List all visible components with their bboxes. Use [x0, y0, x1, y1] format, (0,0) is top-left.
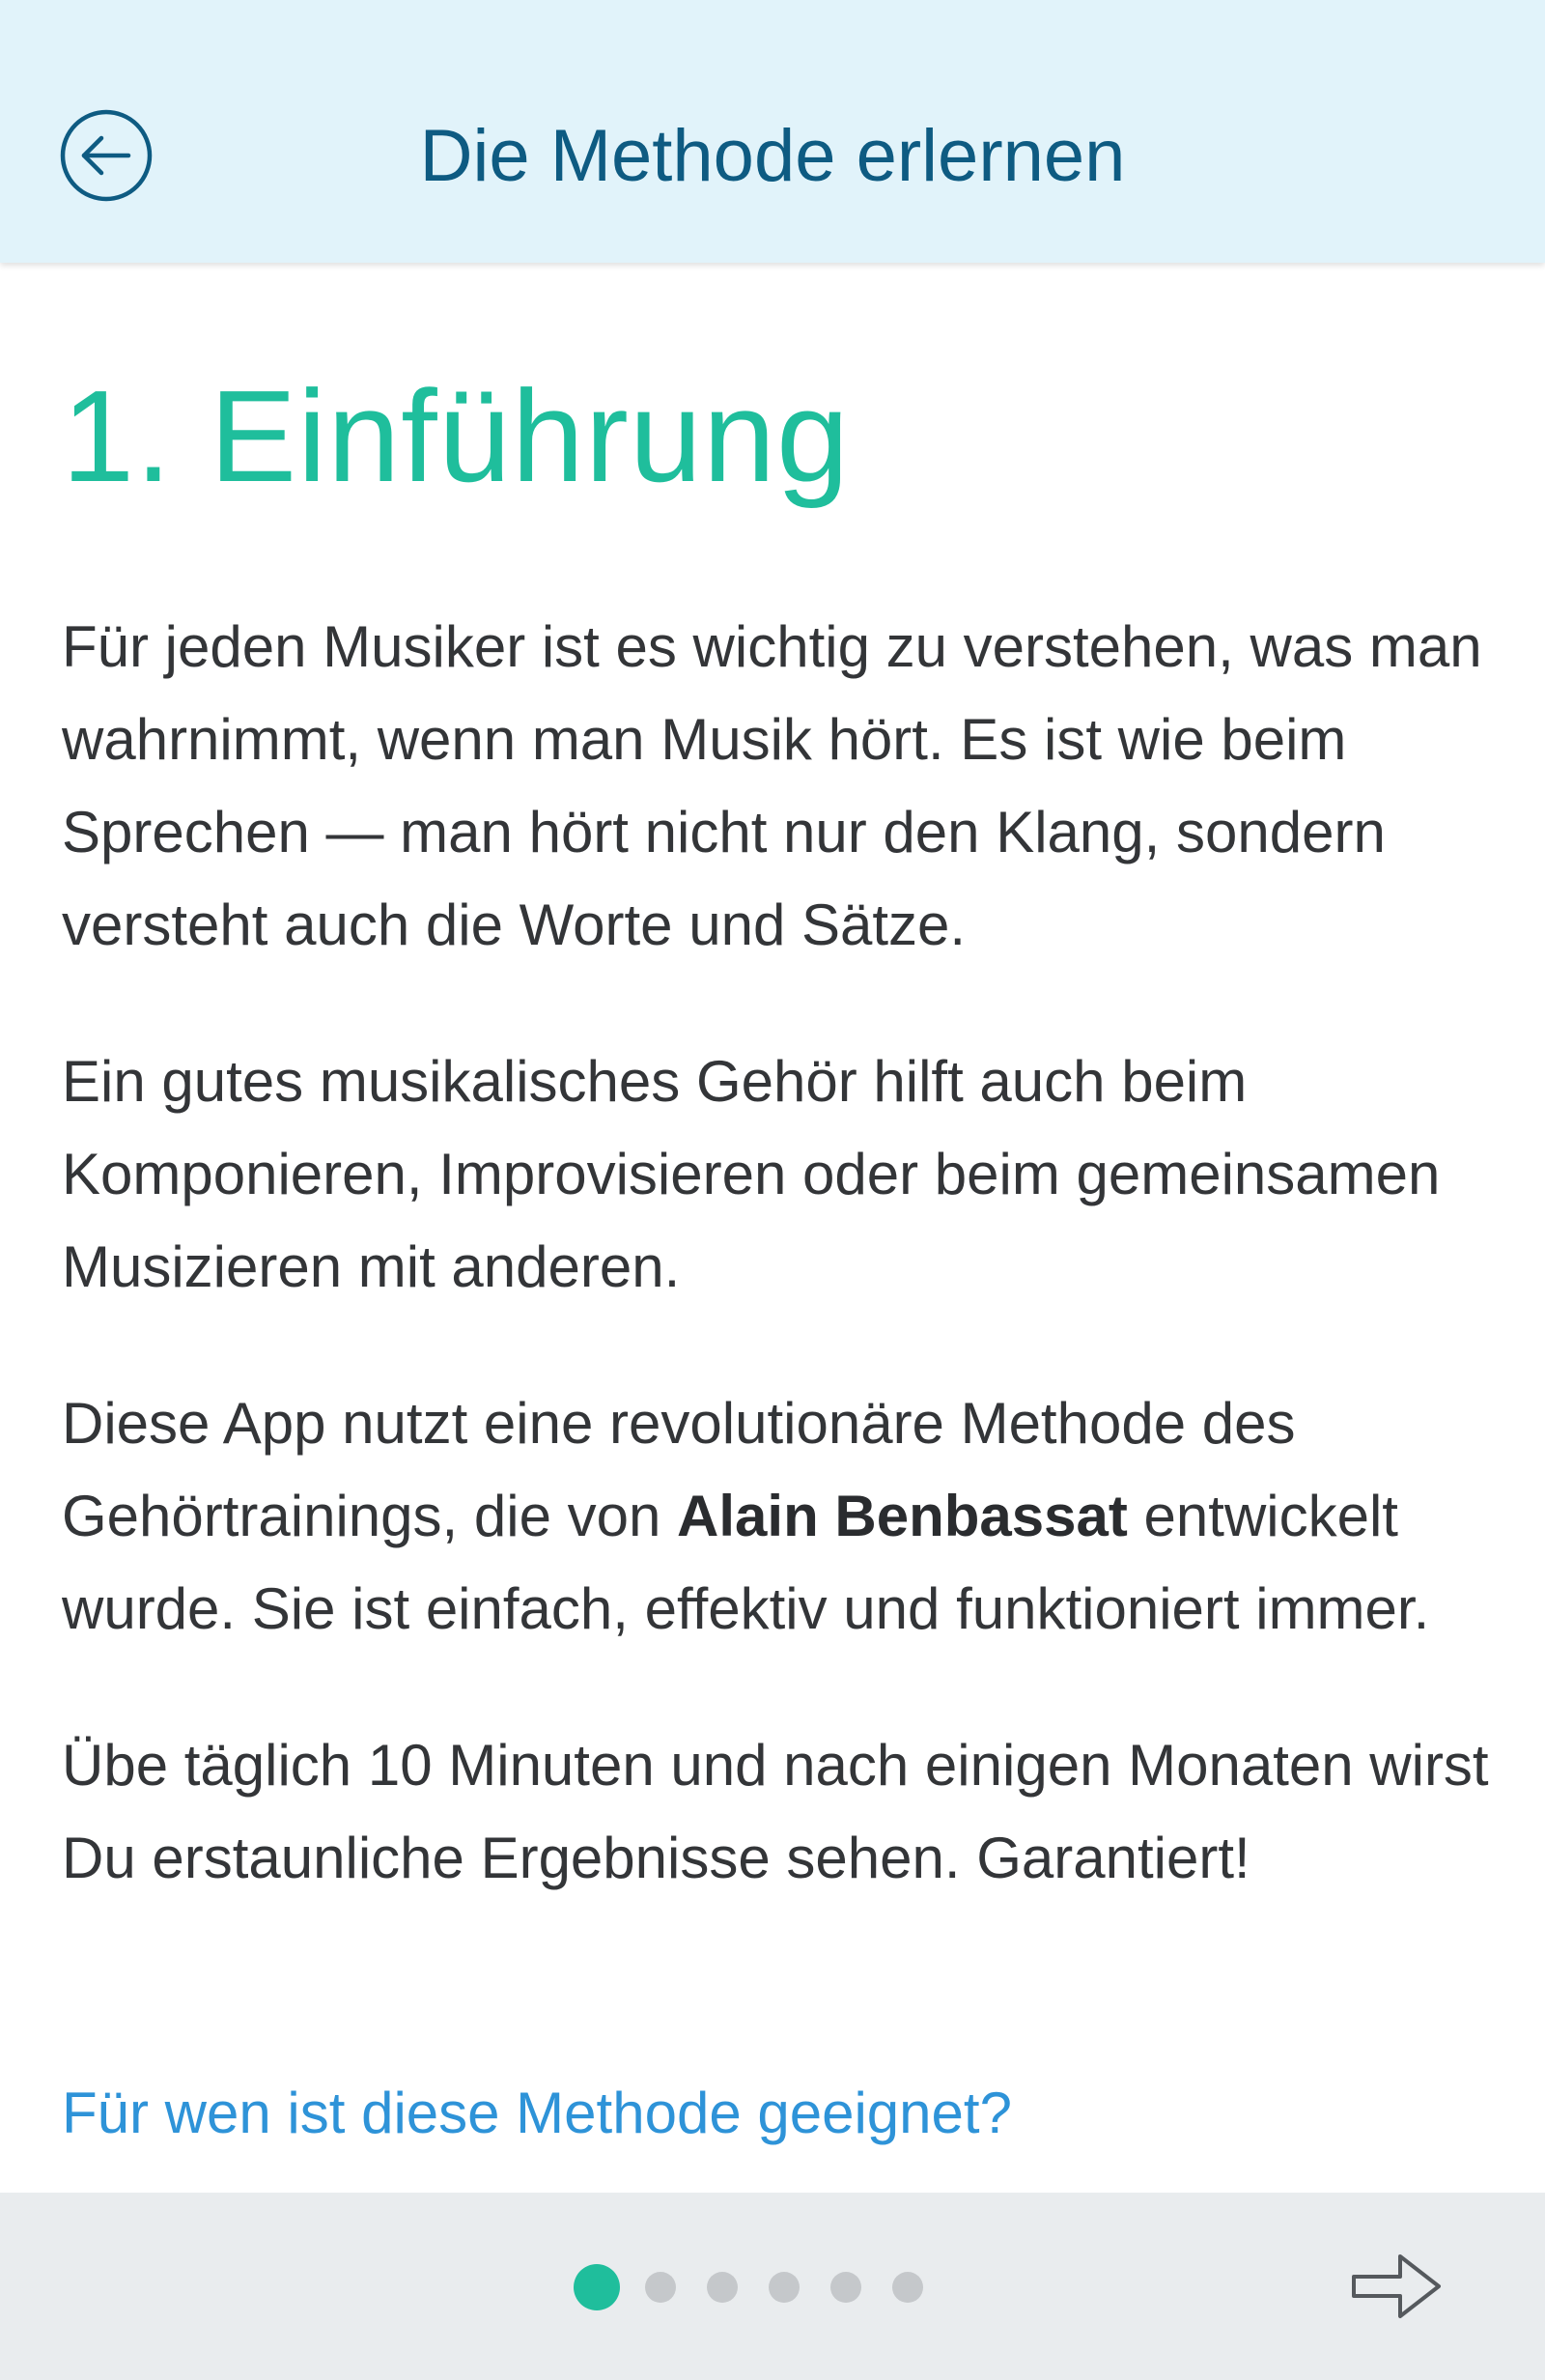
- target-audience-link[interactable]: Für wen ist diese Methode geeignet?: [62, 2081, 1012, 2145]
- paragraph-practice: Übe täglich 10 Minuten und nach einigen Monaten wirst Du erstaunliche Ergebnisse sehen. Garantiert!: [62, 1733, 1489, 1890]
- lesson-content: [0, 263, 1545, 2193]
- page-dot[interactable]: [707, 2272, 738, 2303]
- page-dot[interactable]: [769, 2272, 800, 2303]
- paragraph-method-before: Diese App nutzt eine revolutionäre Methode des Gehörtrainings, die von: [62, 1391, 1296, 1548]
- paragraph-intro: Für jeden Musiker ist es wichtig zu verstehen, was man wahrnimmt, wenn man Musik hört. Es ist wie beim Sprechen — man hört nicht nur den Klang, sondern versteht auch die Worte und Sätze.: [62, 614, 1482, 957]
- back-arrow-circle-icon: [59, 108, 154, 203]
- next-page-button[interactable]: [1350, 2251, 1443, 2322]
- pager-footer: [0, 2193, 1545, 2380]
- page-dot[interactable]: [645, 2272, 676, 2303]
- arrow-right-outline-icon: [1350, 2251, 1443, 2322]
- paragraph-benefits: Ein gutes musikalisches Gehör hilft auch beim Komponieren, Improvisieren oder beim gemeinsamen Musizieren mit anderen.: [62, 1049, 1441, 1299]
- back-button[interactable]: [59, 108, 154, 203]
- page-dot[interactable]: [830, 2272, 861, 2303]
- lesson-body: [62, 601, 1491, 1969]
- page-indicator: [574, 2264, 954, 2310]
- section-title: 1. Einführung: [62, 363, 851, 509]
- author-name: Alain Benbassat: [677, 1484, 1128, 1548]
- paragraph-method-after: entwickelt wurde. Sie ist einfach, effektiv und funktioniert immer.: [62, 1484, 1430, 1641]
- page-dot-active[interactable]: [574, 2264, 620, 2310]
- paragraph-method: [62, 1377, 1491, 1656]
- app-header: [0, 0, 1545, 263]
- page-title: Die Methode erlernen: [419, 115, 1126, 197]
- page-dot[interactable]: [892, 2272, 923, 2303]
